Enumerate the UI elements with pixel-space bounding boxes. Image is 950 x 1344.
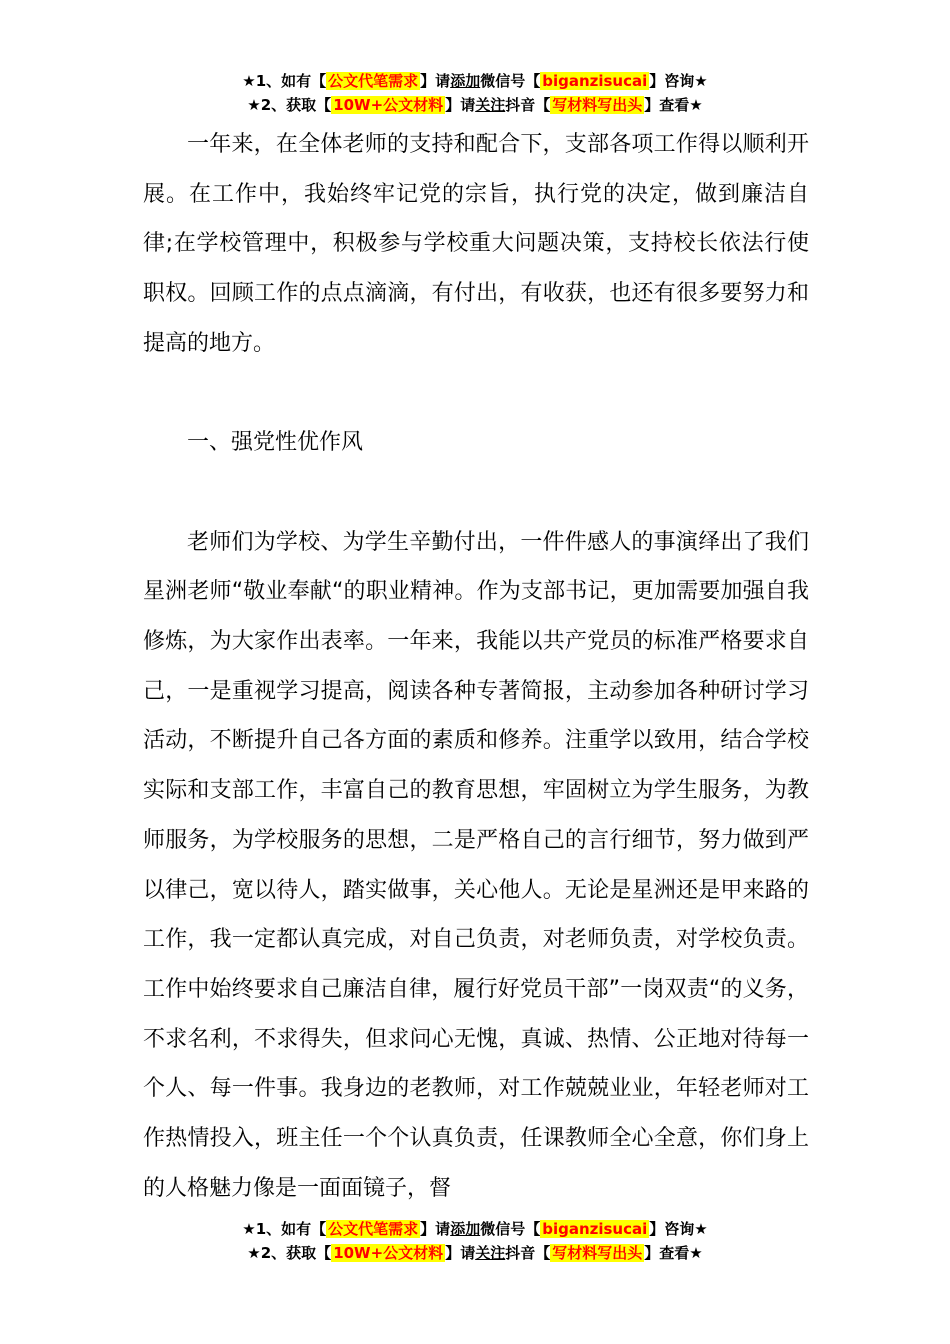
promo-underlined-text: 关注 (475, 1244, 506, 1262)
promo-text: 】查看★ (644, 1244, 703, 1262)
promo-underlined-text: 添加 (450, 72, 481, 90)
body-paragraph: 老师们为学校、为学生辛勤付出，一件件感人的事演绎出了我们星洲老师“敬业奉献“的职业精神。作为支部书记，更加需要加强自我修炼，为大家作出表率。一年来，我能以共产党员的标准严格要求自己，一是重视学习提高，阅读各种专著简报，主动参加各种研讨学习活动，不断提升自己各方面的素质和修养。注重学以致用，结合学校实际和支部工作，丰富自己的教育思想，牢固树立为学生服务，为教师服务，为学校服务的思想，二是严格自己的言行细节，努力做到严以律己，宽以待人，踏实做事，关心他人。无论是星洲还是甲来路的工作，我一定都认真完成，对自己负责，对老师负责，对学校负责。工作中始终要求自己廉洁自律，履行好党员干部”一岗双责“的义务，不求名利，不求得失，但求问心无愧，真诚、热情、公正地对待每一个人、每一件事。我身边的老教师，对工作兢兢业业，年轻老师对工作热情投入，班主任一个个认真负责，任课教师全心全意，你们身上的人格魅力像是一面面镜子，督 (143, 529, 809, 1201)
promo-text: ★2、获取【 (247, 1244, 332, 1262)
document-body (143, 120, 809, 1213)
promo-text: 】请 (420, 1220, 451, 1238)
promo-highlight: 10W+公文材料 (333, 96, 444, 114)
promo-line-1 (0, 1217, 950, 1241)
promo-highlight: 10W+公文材料 (333, 1244, 444, 1262)
promo-text: 】请 (445, 1244, 476, 1262)
promo-text: 】查看★ (644, 96, 703, 114)
promo-text: 】请 (420, 72, 451, 90)
promo-text: 微信号【 (480, 1220, 541, 1238)
section-heading: 一、强党性优作风 (187, 430, 364, 456)
paragraph-spacer (143, 468, 809, 518)
paragraph-spacer (143, 369, 809, 419)
promo-line-1 (0, 69, 950, 93)
header-promo-banner (0, 69, 950, 117)
promo-text: 抖音【 (505, 1244, 551, 1262)
promo-text: 抖音【 (505, 96, 551, 114)
promo-line-2 (0, 1241, 950, 1265)
promo-text: ★2、获取【 (247, 96, 332, 114)
promo-text: 微信号【 (480, 72, 541, 90)
promo-text: ★1、如有【 (242, 72, 327, 90)
promo-text: 】请 (445, 96, 476, 114)
promo-underlined-text: 添加 (450, 1220, 481, 1238)
promo-wechat-id: biganzisucai (542, 1220, 648, 1238)
intro-paragraph: 一年来，在全体老师的支持和配合下，支部各项工作得以顺利开展。在工作中，我始终牢记党的宗旨，执行党的决定，做到廉洁自律;在学校管理中，积极参与学校重大问题决策，支持校长依法行使职权。回顾工作的点点滴滴，有付出，有收获，也还有很多要努力和提高的地方。 (143, 132, 809, 356)
promo-text: 】咨询★ (649, 72, 708, 90)
promo-text: 】咨询★ (649, 1220, 708, 1238)
promo-douyin-id: 写材料写出头 (552, 1244, 643, 1262)
promo-text: ★1、如有【 (242, 1220, 327, 1238)
promo-wechat-id: biganzisucai (542, 72, 648, 90)
promo-line-2 (0, 93, 950, 117)
promo-underlined-text: 关注 (475, 96, 506, 114)
promo-douyin-id: 写材料写出头 (552, 96, 643, 114)
footer-promo-banner (0, 1217, 950, 1265)
promo-highlight: 公文代笔需求 (328, 72, 419, 90)
promo-highlight: 公文代笔需求 (328, 1220, 419, 1238)
